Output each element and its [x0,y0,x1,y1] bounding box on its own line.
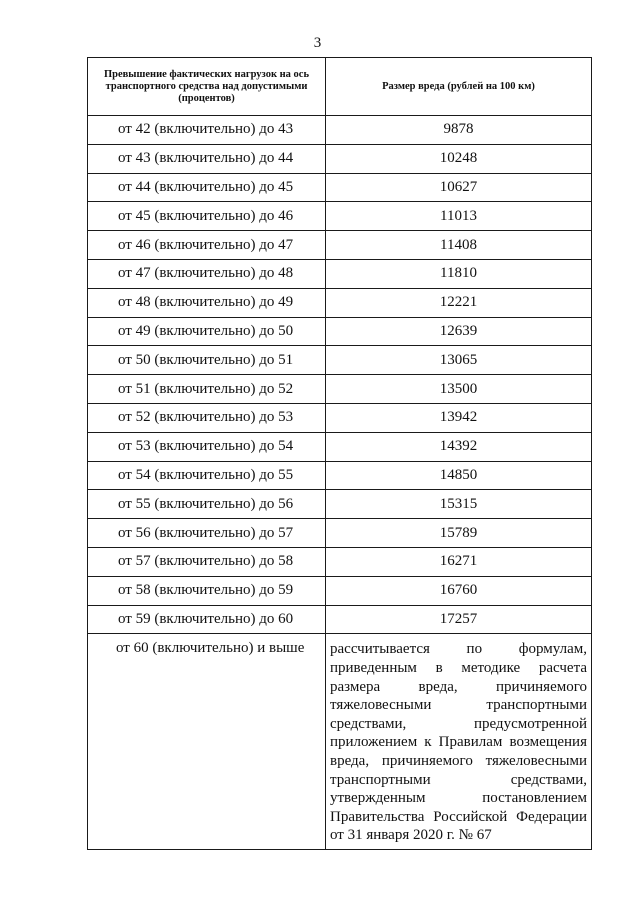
table-row [88,375,592,404]
page-number: 3 [313,35,322,51]
table-row [88,144,592,173]
overload-range-cell: от 45 (включительно) до 46 [88,202,326,231]
table-row [88,490,592,519]
overload-range-cell: от 49 (включительно) до 50 [88,317,326,346]
table-row [88,403,592,432]
overload-range-cell: от 52 (включительно) до 53 [88,403,326,432]
damage-value-cell: 11013 [326,202,592,231]
table-row [88,259,592,288]
table-body [88,116,592,850]
damage-value-cell: 12221 [326,288,592,317]
header-overload-percent: Превышение фактических нагрузок на ось транспортного средства над допустимыми (процентов) [88,58,326,116]
table-row [88,432,592,461]
damage-value-cell: 15789 [326,519,592,548]
damage-value-cell: 12639 [326,317,592,346]
damage-value-cell: 9878 [326,116,592,145]
overload-range-cell: от 46 (включительно) до 47 [88,231,326,260]
damage-value-cell: 11810 [326,259,592,288]
overload-range-cell: от 55 (включительно) до 56 [88,490,326,519]
table-row-last [88,634,592,850]
damage-value-cell: 10627 [326,173,592,202]
table-row [88,605,592,634]
table-row [88,519,592,548]
damage-value-cell: 13942 [326,403,592,432]
damage-value-cell: 11408 [326,231,592,260]
damage-value-cell: 10248 [326,144,592,173]
damage-value-cell: 14392 [326,432,592,461]
table-row [88,547,592,576]
table-row [88,288,592,317]
damage-rate-table [87,57,592,850]
overload-range-cell: от 48 (включительно) до 49 [88,288,326,317]
damage-value-cell: 16760 [326,576,592,605]
overload-range-cell: от 42 (включительно) до 43 [88,116,326,145]
overload-range-cell: от 43 (включительно) до 44 [88,144,326,173]
overload-range-cell: от 58 (включительно) до 59 [88,576,326,605]
table-header-row [88,58,592,116]
table-row [88,346,592,375]
damage-value-cell: 14850 [326,461,592,490]
overload-range-cell: от 54 (включительно) до 55 [88,461,326,490]
table-row [88,116,592,145]
table-row [88,231,592,260]
table-row [88,317,592,346]
header-damage-amount: Размер вреда (рублей на 100 км) [326,58,592,116]
overload-range-cell: от 50 (включительно) до 51 [88,346,326,375]
overload-range-cell: от 47 (включительно) до 48 [88,259,326,288]
last-row-range: от 60 (включительно) и выше [88,634,326,850]
table-row [88,202,592,231]
damage-value-cell: 15315 [326,490,592,519]
table-row [88,461,592,490]
table-row [88,576,592,605]
overload-range-cell: от 51 (включительно) до 52 [88,375,326,404]
damage-value-cell: 13065 [326,346,592,375]
overload-range-cell: от 57 (включительно) до 58 [88,547,326,576]
damage-value-cell: 16271 [326,547,592,576]
overload-range-cell: от 53 (включительно) до 54 [88,432,326,461]
damage-value-cell: 13500 [326,375,592,404]
last-row-formula-text: рассчитывается по формулам, приведенным в методике расчета размера вреда, причиняемого тяжеловесными транспортными средствами, предусмотренной приложением к Правилам возмещения вреда, причиняемого тяжеловесными транспортными средствами, утвержденным постановлением Правительства Российской Федерации от 31 января 2020 г. № 67 [326,634,592,850]
overload-range-cell: от 56 (включительно) до 57 [88,519,326,548]
table-row [88,173,592,202]
overload-range-cell: от 59 (включительно) до 60 [88,605,326,634]
overload-range-cell: от 44 (включительно) до 45 [88,173,326,202]
damage-value-cell: 17257 [326,605,592,634]
